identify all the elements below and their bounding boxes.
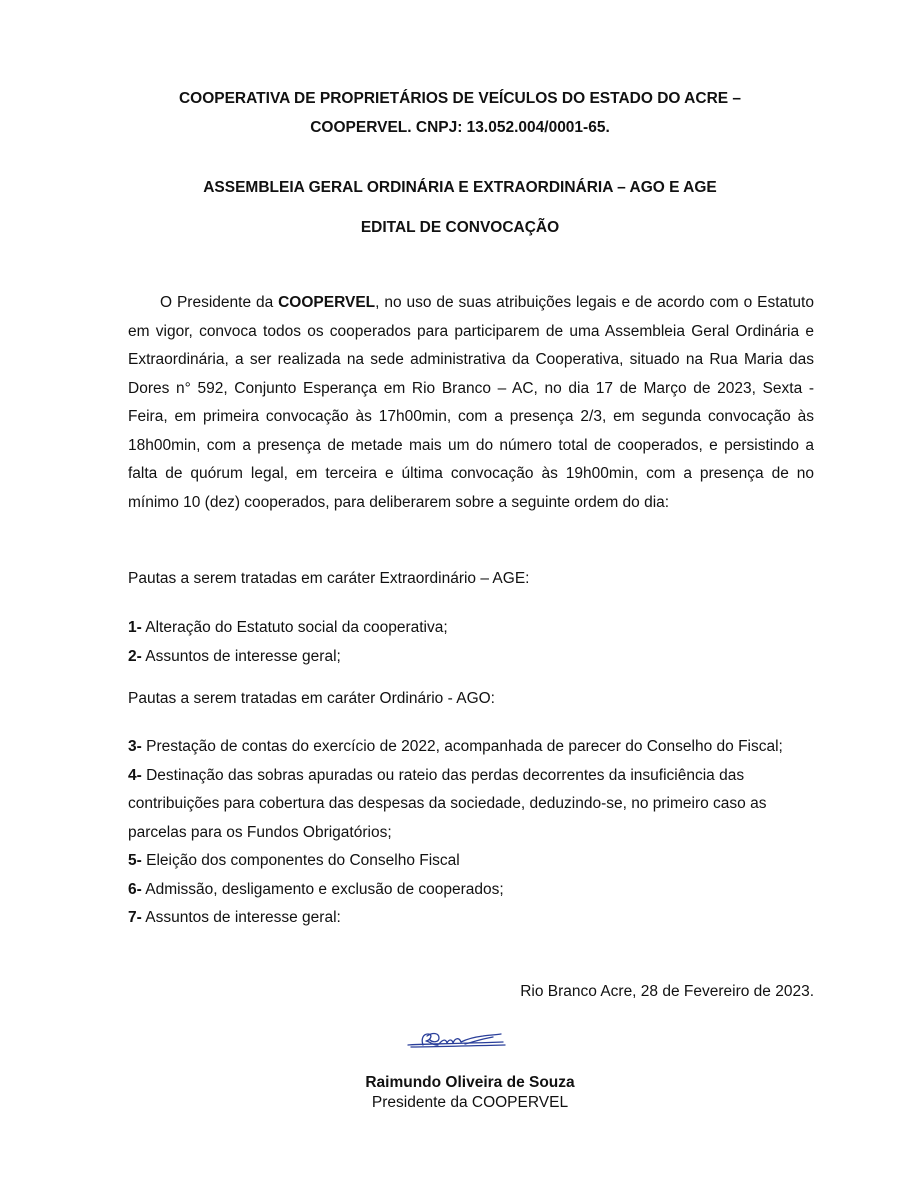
list-item [128, 762, 814, 848]
cooperative-header [100, 84, 820, 142]
list-item [128, 643, 814, 672]
ago-list [128, 733, 814, 933]
item-number: 2- [128, 647, 142, 665]
list-item [128, 733, 814, 762]
header-line-2: COOPERVEL. CNPJ: 13.052.004/0001-65. [310, 119, 610, 136]
age-list [128, 614, 814, 671]
item-number: 6- [128, 880, 142, 898]
assembly-title: ASSEMBLEIA GERAL ORDINÁRIA E EXTRAORDINÁRIA – AGO E AGE [203, 179, 717, 196]
item-number: 1- [128, 619, 142, 636]
intro-bold-name: COOPERVEL [278, 294, 376, 311]
intro-paragraph [128, 289, 814, 517]
list-item [128, 904, 814, 933]
signer-name: Raimundo Oliveira de Souza [365, 1074, 575, 1091]
intro-text-rest: , no uso de suas atribuições legais e de acordo com o Estatuto em vigor, convoca todos os cooperados para participarem de uma Assembleia Geral Ordinária e Extraordinária, a ser realizada na sede administrativa da Cooperativa, situado na Rua Maria das Dores n° 592, Conjunto Esperança em Rio Branco – AC, no dia 17 de Março de 2023, Sexta - Feira, em primeira convocação às 17h00min, com a presença 2/3, em segunda convocação às 18h00min, com a presença de metade mais um do número total de cooperados, e persistindo a falta de quórum legal, em terceira e última convocação às 19h00min, com a presença de no mínimo 10 (dez) cooperados, para deliberarem sobre a seguinte ordem do dia: [128, 294, 814, 511]
header-line-1: COOPERATIVA DE PROPRIETÁRIOS DE VEÍCULOS DO ESTADO DO ACRE – [178, 90, 742, 107]
list-item [128, 876, 814, 905]
item-number: 5- [128, 852, 142, 869]
date-line: Rio Branco Acre, 28 de Fevereiro de 2023. [520, 983, 814, 1000]
item-text: Assuntos de interesse geral; [141, 647, 341, 665]
intro-text-start: O Presidente da [160, 294, 279, 311]
item-text: Assuntos de interesse geral: [141, 909, 341, 926]
item-text: Admissão, desligamento e exclusão de cooperados; [141, 880, 504, 898]
item-number: 3- [128, 738, 142, 755]
item-text: Alteração do Estatuto social da cooperativa; [141, 619, 448, 636]
item-number: 7- [128, 909, 142, 926]
edital-title: EDITAL DE CONVOCAÇÃO [360, 219, 560, 236]
age-heading: Pautas a serem tratadas em caráter Extraordinário – AGE: [128, 570, 530, 587]
signer-block [310, 1073, 630, 1113]
item-text: Destinação das sobras apuradas ou rateio das perdas decorrentes da insuficiência das contribuições para cobertura das despesas da sociedade, deduzindo-se, no primeiro caso as parcelas para os Fundos Obrigatórios; [128, 766, 767, 841]
list-item [128, 614, 814, 643]
signer-title: Presidente da COOPERVEL [371, 1094, 569, 1111]
item-number: 4- [128, 766, 142, 784]
ago-heading: Pautas a serem tratadas em caráter Ordinário - AGO: [128, 690, 495, 707]
list-item [128, 847, 814, 876]
handwritten-signature-icon [405, 1025, 510, 1055]
item-text: Eleição dos componentes do Conselho Fiscal [141, 852, 460, 869]
item-text: Prestação de contas do exercício de 2022, acompanhada de parecer do Conselho do Fiscal; [141, 738, 783, 755]
